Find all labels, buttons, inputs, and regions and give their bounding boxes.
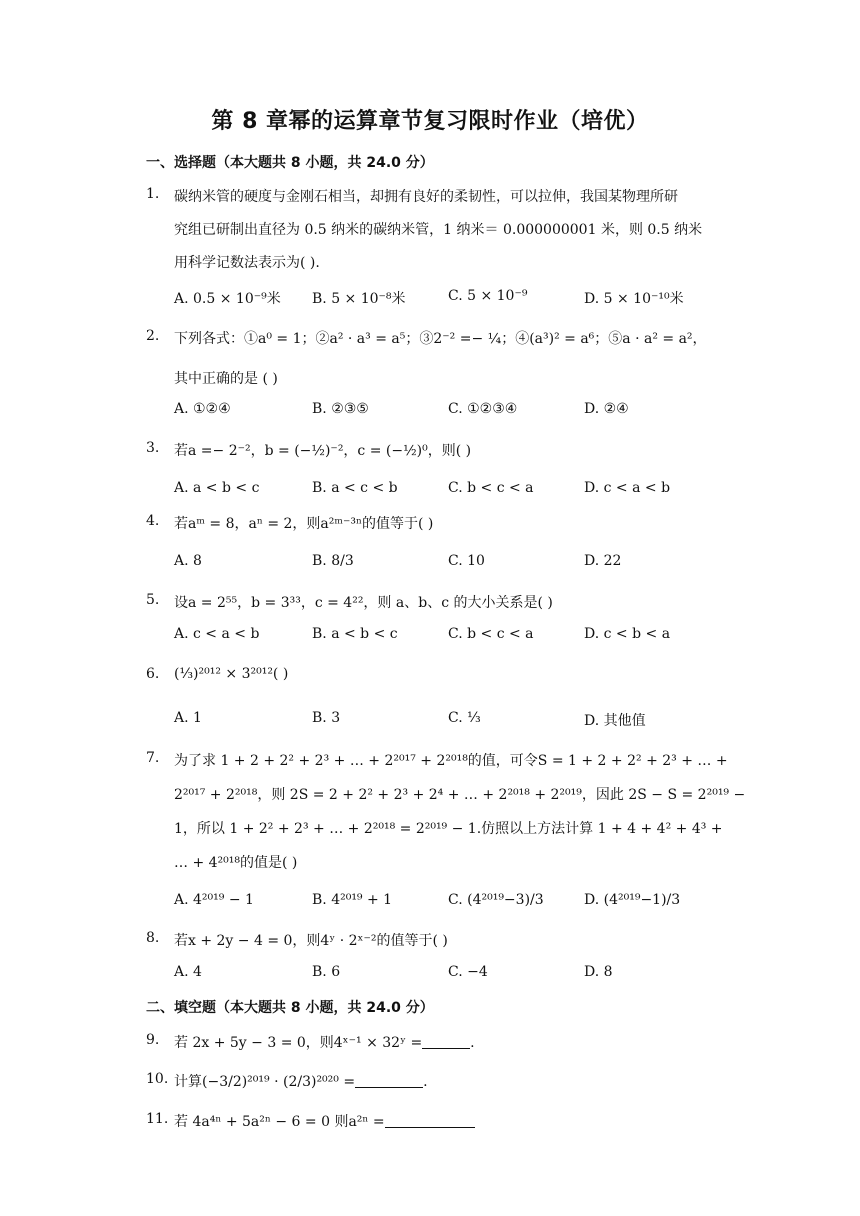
question-number: 7. (146, 750, 160, 766)
section-heading-fill: 二、填空题（本大题共 8 小题，共 24.0 分） (146, 1000, 434, 1016)
option-c[interactable]: C. 5 × 10⁻⁹ (448, 288, 528, 304)
question-text-line (174, 1071, 428, 1091)
question-text-line: 1，所以 1 + 2² + 2³ + … + 2²⁰¹⁸ = 2²⁰¹⁹ − 1.仿照以上方法计算 1 + 4 + 4² + 4³ + (174, 821, 723, 837)
option-c[interactable]: C. −4 (448, 964, 488, 980)
option-c[interactable]: C. ⅓ (448, 710, 481, 726)
question-number: 2. (146, 328, 160, 344)
question-number: 10. (146, 1071, 169, 1087)
question-number: 4. (146, 513, 160, 529)
question-end-mark: . (470, 1035, 475, 1051)
option-d[interactable]: D. ②④ (584, 401, 629, 417)
options-q5 (174, 626, 734, 648)
option-b[interactable]: B. a < c < b (312, 480, 398, 496)
section-heading-choice: 一、选择题（本大题共 8 小题，共 24.0 分） (146, 155, 434, 171)
option-a[interactable]: A. 8 (174, 553, 202, 569)
option-c[interactable]: C. b < c < a (448, 626, 534, 642)
question-text-line (174, 1032, 475, 1052)
answer-blank[interactable] (385, 1113, 475, 1128)
question-number: 8. (146, 930, 160, 946)
options-q2 (174, 401, 734, 423)
question-text-line: … + 4²⁰¹⁸的值是( ) (174, 855, 298, 871)
question-number: 3. (146, 440, 160, 456)
question-end-mark: . (423, 1074, 428, 1090)
option-d[interactable]: D. c < b < a (584, 626, 671, 642)
question-text-line: (⅓)²⁰¹² × 3²⁰¹²( ) (174, 666, 289, 682)
answer-blank[interactable] (355, 1073, 423, 1088)
option-a[interactable]: A. c < a < b (174, 626, 260, 642)
option-c[interactable]: C. b < c < a (448, 480, 534, 496)
question-text-line: 若a =− 2⁻²，b = (−½)⁻²，c = (−½)⁰，则( ) (174, 443, 472, 459)
answer-blank[interactable] (422, 1034, 470, 1049)
option-b[interactable]: B. 8/3 (312, 553, 354, 569)
option-d[interactable]: D. 5 × 10⁻¹⁰米 (584, 291, 684, 307)
question-text-line: 若x + 2y − 4 = 0，则4ʸ · 2ˣ⁻²的值等于( ) (174, 933, 448, 949)
options-q4 (174, 553, 734, 575)
question-text-line: 为了求 1 + 2 + 2² + 2³ + … + 2²⁰¹⁷ + 2²⁰¹⁸的值，可令S = 1 + 2 + 2² + 2³ + … + (174, 753, 728, 769)
option-d[interactable]: D. (4²⁰¹⁹−1)/3 (584, 892, 681, 908)
question-text-line: 2²⁰¹⁷ + 2²⁰¹⁸，则 2S = 2 + 2² + 2³ + 2⁴ + … + 2²⁰¹⁸ + 2²⁰¹⁹，因此 2S − S = 2²⁰¹⁹ − (174, 787, 746, 803)
option-c[interactable]: C. 10 (448, 553, 485, 569)
option-a[interactable]: A. ①②④ (174, 401, 231, 417)
question-text-line: 设a = 2⁵⁵，b = 3³³，c = 4²²，则 a、b、c 的大小关系是( ) (174, 595, 553, 611)
option-a[interactable]: A. 4 (174, 964, 202, 980)
option-a[interactable]: A. a < b < c (174, 480, 260, 496)
options-q6 (174, 710, 734, 732)
option-b[interactable]: B. ②③⑤ (312, 401, 369, 417)
question-text-line: 用科学记数法表示为( ). (174, 255, 320, 271)
question-number: 11. (146, 1111, 169, 1127)
question-text-line: 其中正确的是 ( ) (174, 371, 278, 387)
option-b[interactable]: B. 3 (312, 710, 341, 726)
question-text: 计算(−3/2)²⁰¹⁹ · (2/3)²⁰²⁰ = (174, 1074, 356, 1090)
question-text-line: 下列各式：①a⁰ = 1；②a² · a³ = a⁵；③2⁻² =− ¼；④(a³)² = a⁶；⑤a · a² = a²， (174, 331, 707, 347)
question-number: 9. (146, 1032, 160, 1048)
option-d[interactable]: D. 22 (584, 553, 622, 569)
question-number: 6. (146, 666, 160, 682)
option-a[interactable]: A. 4²⁰¹⁹ − 1 (174, 892, 254, 908)
page-title: 第 8 章幂的运算章节复习限时作业（培优） (211, 109, 649, 134)
question-number: 5. (146, 592, 160, 608)
question-text-line: 若aᵐ = 8，aⁿ = 2，则a²ᵐ⁻³ⁿ的值等于( ) (174, 516, 434, 532)
option-b[interactable]: B. a < b < c (312, 626, 398, 642)
option-a[interactable]: A. 1 (174, 710, 202, 726)
question-text-line: 碳纳米管的硬度与金刚石相当，却拥有良好的柔韧性，可以拉伸，我国某物理所研 (174, 189, 678, 205)
option-b[interactable]: B. 6 (312, 964, 341, 980)
option-d[interactable]: D. 8 (584, 964, 613, 980)
option-a[interactable]: A. 0.5 × 10⁻⁹米 (174, 291, 281, 307)
option-d[interactable]: D. 其他值 (584, 713, 646, 729)
option-c[interactable]: C. ①②③④ (448, 401, 518, 417)
question-text: 若 2x + 5y − 3 = 0，则4ˣ⁻¹ × 32ʸ = (174, 1035, 423, 1051)
option-b[interactable]: B. 4²⁰¹⁹ + 1 (312, 892, 393, 908)
options-q3 (174, 480, 734, 502)
options-q1 (174, 288, 734, 310)
question-number: 1. (146, 186, 160, 202)
options-q7 (174, 892, 734, 914)
question-text: 若 4a⁴ⁿ + 5a²ⁿ − 6 = 0 则a²ⁿ = (174, 1114, 385, 1130)
option-c[interactable]: C. (4²⁰¹⁹−3)/3 (448, 892, 544, 908)
option-d[interactable]: D. c < a < b (584, 480, 671, 496)
question-text-line: 究组已研制出直径为 0.5 纳米的碳纳米管，1 纳米＝ 0.000000001 米，则 0.5 纳米 (174, 222, 703, 238)
question-text-line (174, 1111, 475, 1131)
options-q8 (174, 964, 734, 986)
option-b[interactable]: B. 5 × 10⁻⁸米 (312, 291, 406, 307)
